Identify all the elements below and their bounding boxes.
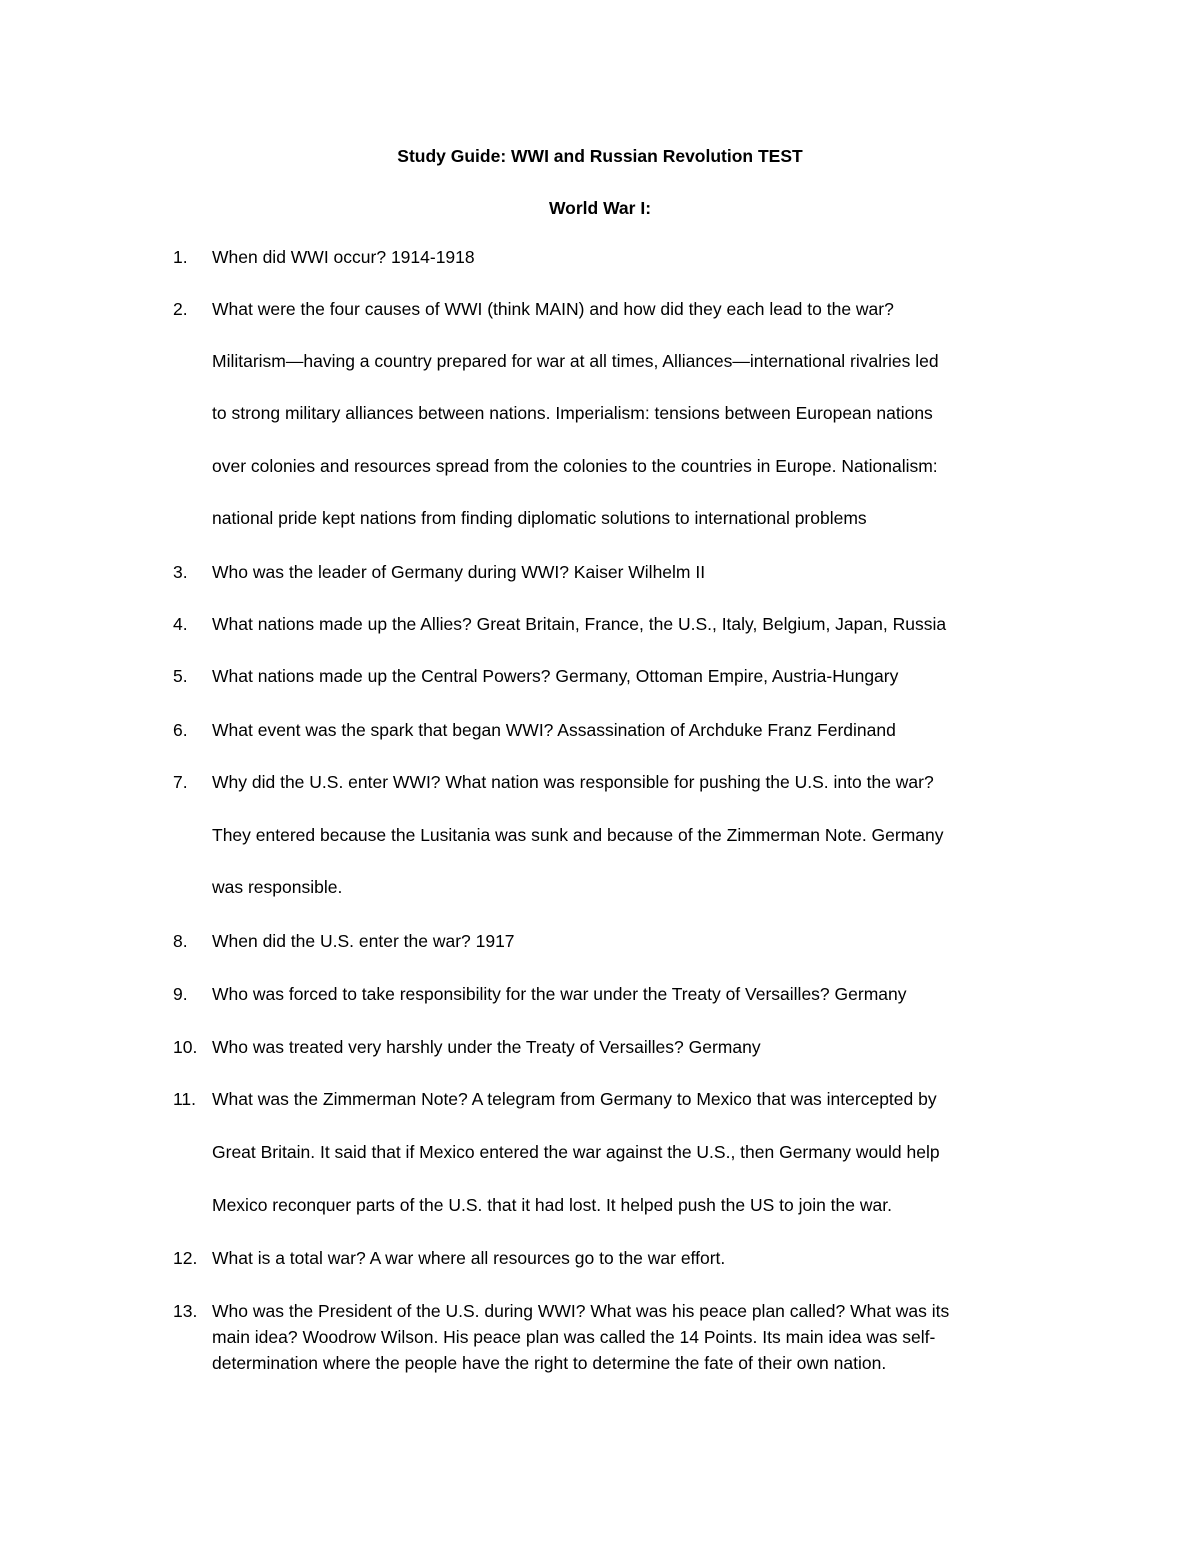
question-line: When did the U.S. enter the war? 1917 xyxy=(212,931,515,951)
question-number: 8. xyxy=(173,931,188,951)
question-number: 9. xyxy=(173,984,188,1004)
question-line: What nations made up the Central Powers? Germany, Ottoman Empire, Austria-Hungary xyxy=(212,666,899,686)
question-number: 7. xyxy=(173,772,188,792)
answer-line: main idea? Woodrow Wilson. His peace plan was called the 14 Points. Its main idea was self- xyxy=(212,1327,936,1347)
question-line: What event was the spark that began WWI? Assassination of Archduke Franz Ferdinand xyxy=(212,720,896,740)
question-line: What nations made up the Allies? Great Britain, France, the U.S., Italy, Belgium, Japan, Russia xyxy=(212,614,947,634)
question-line: Who was forced to take responsibility for the war under the Treaty of Versailles? Germany xyxy=(212,984,907,1004)
question-line: What was the Zimmerman Note? A telegram from Germany to Mexico that was intercepted by xyxy=(212,1089,937,1109)
question-line: What were the four causes of WWI (think MAIN) and how did they each lead to the war? xyxy=(212,299,894,319)
answer-line: to strong military alliances between nations. Imperialism: tensions between European nations xyxy=(212,403,933,423)
question-number: 4. xyxy=(173,614,188,634)
question-line: What is a total war? A war where all resources go to the war effort. xyxy=(212,1248,726,1268)
question-number: 13. xyxy=(173,1301,198,1321)
answer-line: national pride kept nations from finding diplomatic solutions to international problems xyxy=(212,508,867,528)
question-number: 5. xyxy=(173,666,188,686)
question-line: Who was treated very harshly under the Treaty of Versailles? Germany xyxy=(212,1037,761,1057)
answer-line: Militarism—having a country prepared for war at all times, Alliances—international rivalries led xyxy=(212,351,939,371)
question-number: 11. xyxy=(173,1089,197,1109)
question-number: 3. xyxy=(173,562,188,582)
answer-line: Mexico reconquer parts of the U.S. that it had lost. It helped push the US to join the war. xyxy=(212,1195,892,1215)
question-number: 6. xyxy=(173,720,188,740)
document-title: Study Guide: WWI and Russian Revolution TEST xyxy=(397,146,803,166)
question-number: 12. xyxy=(173,1248,198,1268)
question-line: Why did the U.S. enter WWI? What nation was responsible for pushing the U.S. into the war? xyxy=(212,772,934,792)
question-number: 1. xyxy=(173,247,188,267)
answer-line: was responsible. xyxy=(212,877,343,897)
question-line: When did WWI occur? 1914-1918 xyxy=(212,247,475,267)
section-heading: World War I: xyxy=(548,198,652,218)
answer-line: They entered because the Lusitania was sunk and because of the Zimmerman Note. Germany xyxy=(212,825,944,845)
answer-line: determination where the people have the right to determine the fate of their own nation. xyxy=(212,1353,887,1373)
question-number: 10. xyxy=(173,1037,198,1057)
question-number: 2. xyxy=(173,299,188,319)
question-line: Who was the President of the U.S. during WWI? What was his peace plan called? What was its xyxy=(212,1301,950,1321)
answer-line: over colonies and resources spread from the colonies to the countries in Europe. Nationalism: xyxy=(212,456,938,476)
question-line: Who was the leader of Germany during WWI? Kaiser Wilhelm II xyxy=(212,562,706,582)
answer-line: Great Britain. It said that if Mexico entered the war against the U.S., then Germany would help xyxy=(212,1142,940,1162)
